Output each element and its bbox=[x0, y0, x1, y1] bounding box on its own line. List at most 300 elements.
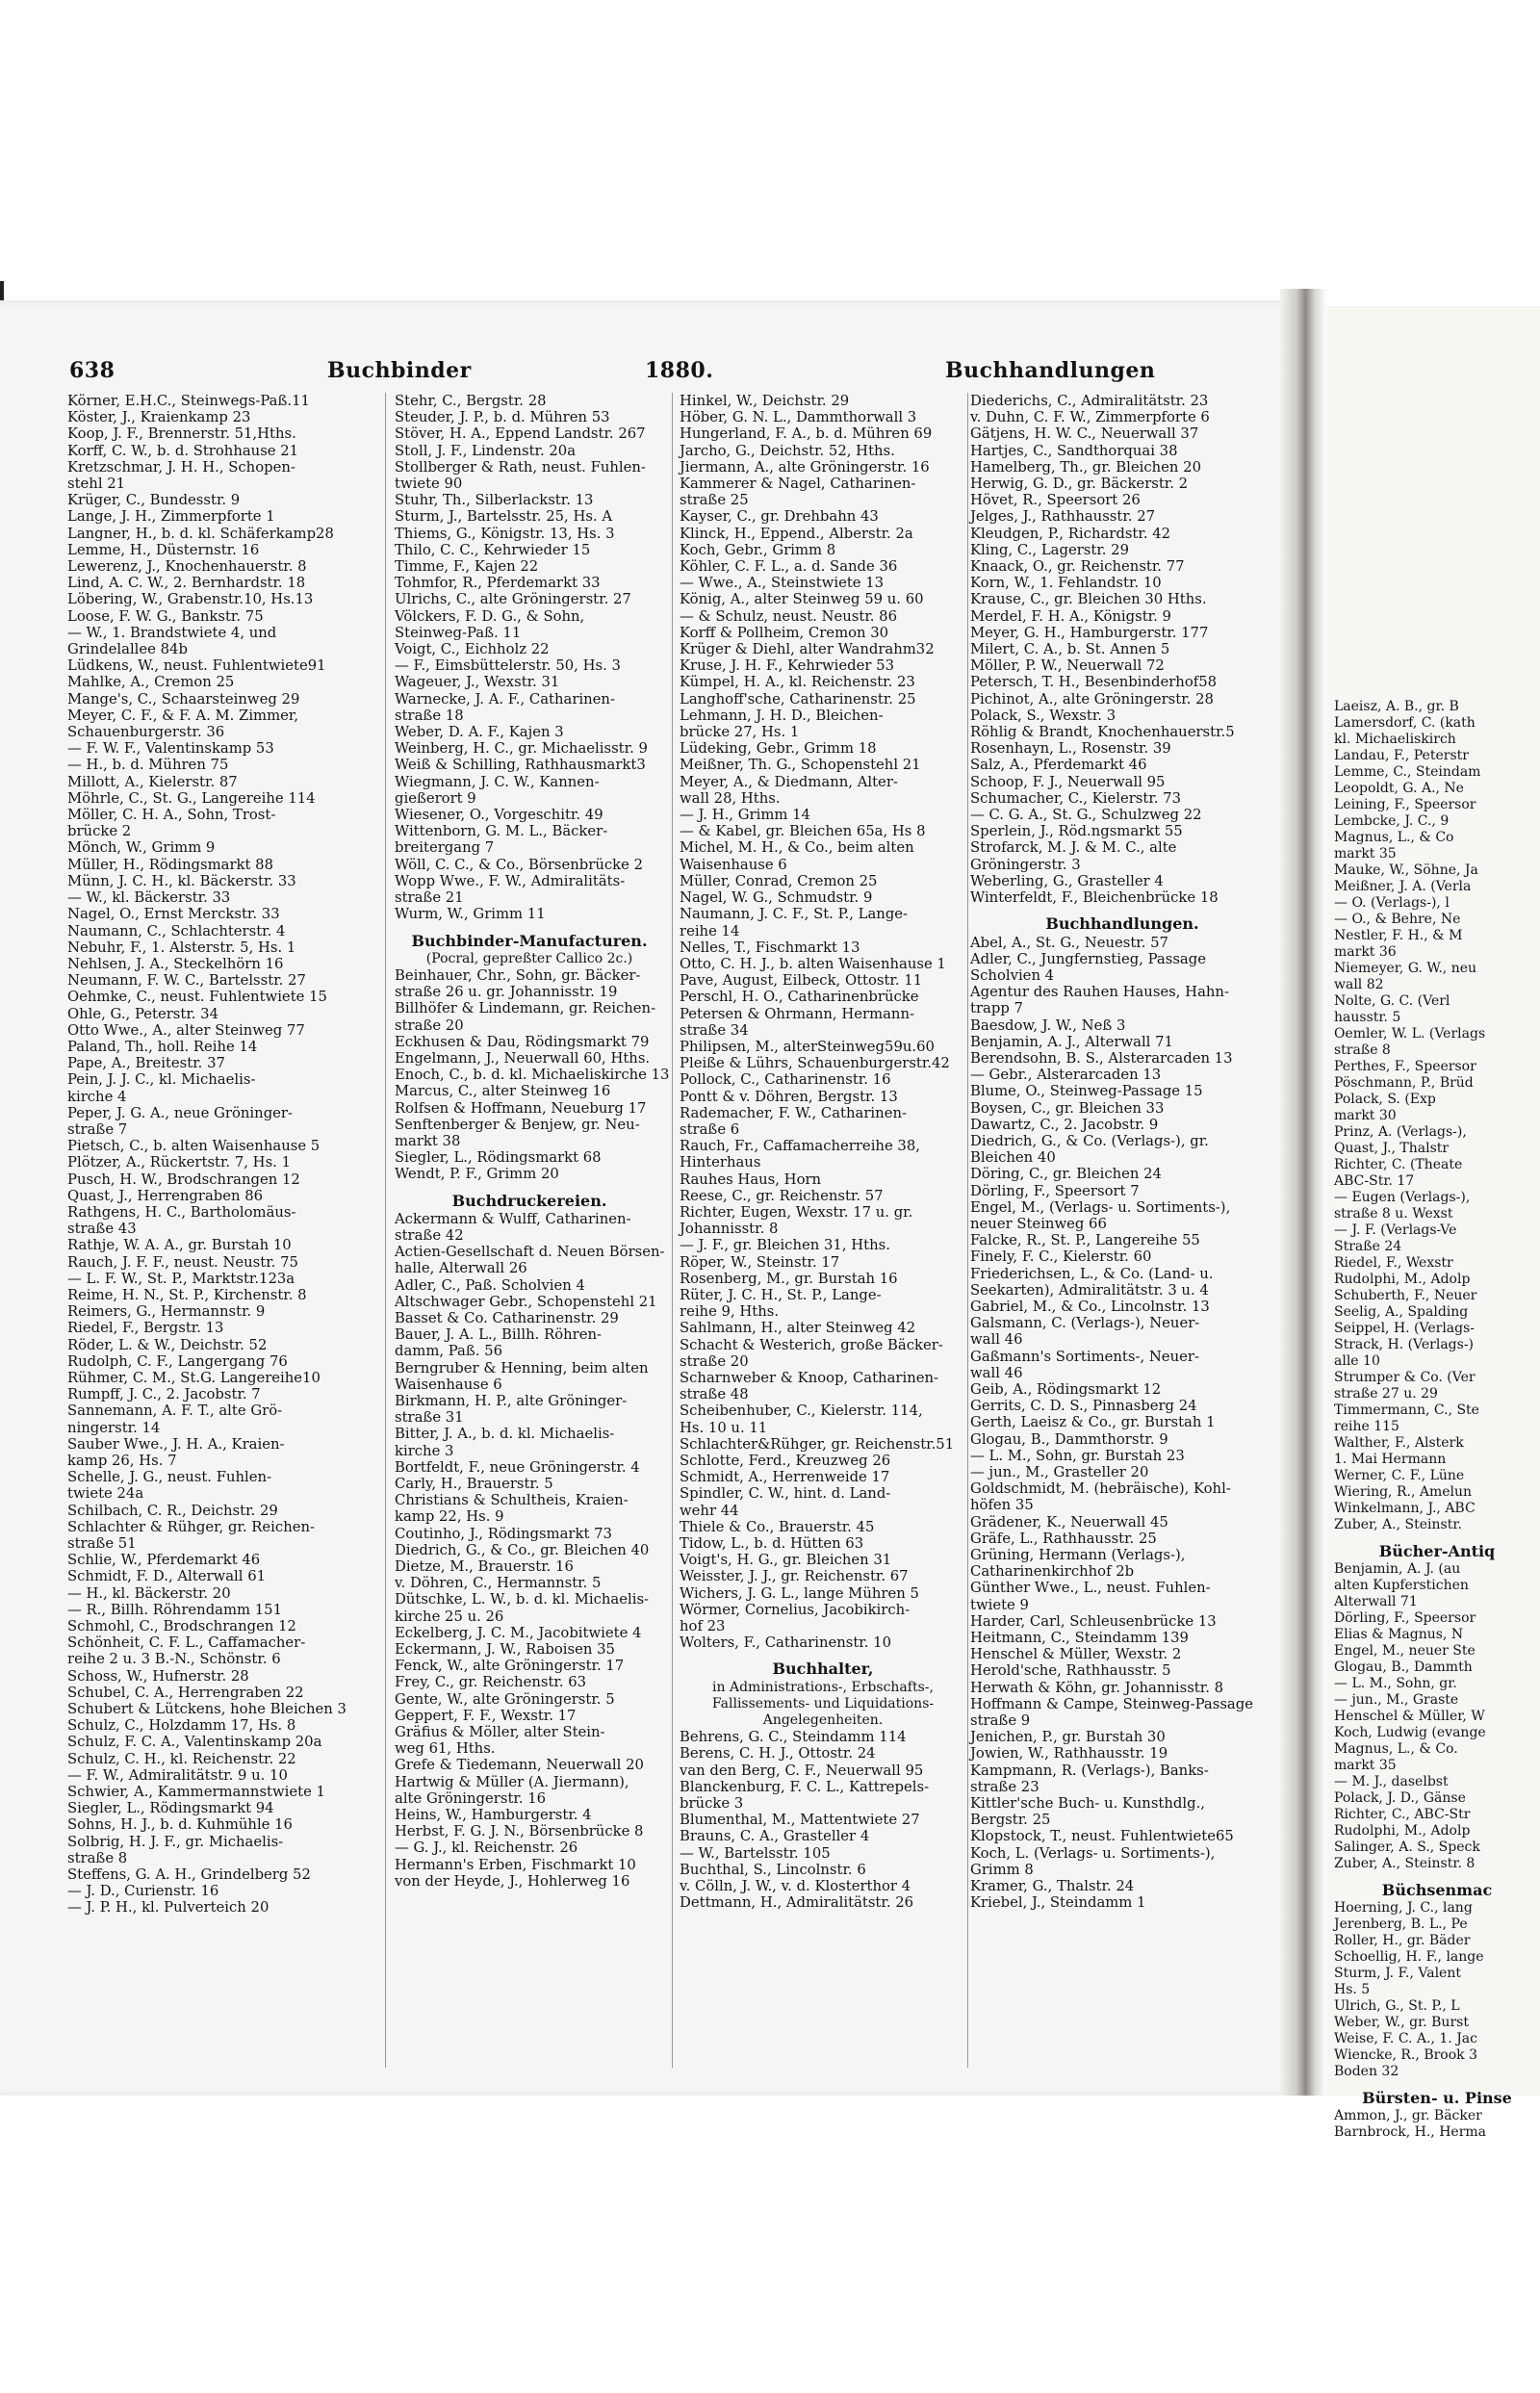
directory-entry: Pave, August, Eilbeck, Ottostr. 11 bbox=[680, 972, 923, 990]
directory-entry: Walther, F., Alsterk bbox=[1334, 1435, 1464, 1451]
directory-entry: Günther Wwe., L., neust. Fuhlen- bbox=[970, 1580, 1211, 1597]
directory-entry: Schlie, W., Pferdemarkt 46 bbox=[67, 1552, 261, 1569]
directory-entry: hof 23 bbox=[680, 1618, 726, 1635]
directory-entry: Fenck, W., alte Gröningerstr. 17 bbox=[395, 1658, 625, 1675]
directory-entry: Schlachter & Rühger, gr. Reichen- bbox=[67, 1518, 316, 1535]
directory-entry: König, A., alter Steinweg 59 u. 60 bbox=[680, 591, 924, 608]
directory-entry: — L. M., Sohn, gr. Burstah 23 bbox=[970, 1447, 1185, 1464]
directory-entry: Korn, W., 1. Fehlandstr. 10 bbox=[970, 575, 1162, 592]
directory-entry: brücke 3 bbox=[680, 1795, 744, 1813]
directory-entry: Hamelberg, Th., gr. Bleichen 20 bbox=[970, 458, 1201, 476]
directory-entry: Laeisz, A. B., gr. B bbox=[1334, 699, 1459, 714]
directory-entry: markt 30 bbox=[1334, 1108, 1397, 1123]
directory-entry: Röder, L. & W., Deichstr. 52 bbox=[67, 1336, 268, 1353]
directory-entry: straße 9 bbox=[970, 1712, 1031, 1730]
directory-entry: Jerenberg, B. L., Pe bbox=[1334, 1917, 1468, 1932]
directory-entry: v. Duhn, C. F. W., Zimmerpforte 6 bbox=[970, 409, 1210, 426]
directory-entry: Perschl, H. O., Catharinenbrücke bbox=[680, 989, 919, 1006]
directory-entry: Ulrich, G., St. P., L bbox=[1334, 1998, 1460, 2014]
column-1 bbox=[67, 393, 377, 2087]
directory-entry: Lehmann, J. H. D., Bleichen- bbox=[680, 707, 884, 724]
directory-entry: Weinberg, H. C., gr. Michaelisstr. 9 bbox=[395, 740, 648, 758]
directory-entry: Nestler, F. H., & M bbox=[1334, 928, 1463, 943]
directory-entry: Harder, Carl, Schleusenbrücke 13 bbox=[970, 1612, 1217, 1630]
directory-entry: Eckelberg, J. C. M., Jacobitwiete 4 bbox=[395, 1624, 642, 1641]
section-heading: Bürsten- u. Pinse bbox=[1362, 2089, 1512, 2107]
directory-entry: Steinweg-Paß. 11 bbox=[395, 624, 522, 641]
directory-entry: Pontt & v. Döhren, Bergstr. 13 bbox=[680, 1088, 898, 1105]
directory-entry: Meißner, J. A. (Verla bbox=[1334, 879, 1472, 894]
directory-entry: Perthes, F., Speersor bbox=[1334, 1059, 1476, 1074]
directory-entry: Steffens, G. A. H., Grindelberg 52 bbox=[67, 1866, 311, 1884]
directory-entry: straße 20 bbox=[395, 1016, 464, 1034]
directory-entry: Grefe & Tiedemann, Neuerwall 20 bbox=[395, 1757, 644, 1774]
directory-entry: Finely, F. C., Kielerstr. 60 bbox=[970, 1248, 1152, 1266]
directory-entry: Peper, J. G. A., neue Gröninger- bbox=[67, 1104, 293, 1121]
directory-entry: Lüdkens, W., neust. Fuhlentwiete91 bbox=[67, 657, 326, 675]
directory-entry: Reese, C., gr. Reichenstr. 57 bbox=[680, 1187, 884, 1204]
section-subheading: (Pocral, gepreßter Callico 2c.) bbox=[425, 950, 633, 966]
directory-entry: Jowien, W., Rathhausstr. 19 bbox=[970, 1745, 1168, 1763]
directory-entry: Beinhauer, Chr., Sohn, gr. Bäcker- bbox=[395, 966, 641, 984]
directory-entry: Stoll, J. F., Lindenstr. 20a bbox=[395, 442, 577, 459]
directory-entry: Stöver, H. A., Eppend Landstr. 267 bbox=[395, 425, 646, 443]
directory-entry: Kretzschmar, J. H. H., Schopen- bbox=[67, 458, 295, 476]
directory-entry: Sohns, H. J., b. d. Kuhmühle 16 bbox=[67, 1816, 293, 1834]
directory-entry: Meißner, Th. G., Schopenstehl 21 bbox=[680, 757, 921, 774]
directory-entry: Friederichsen, L., & Co. (Land- u. bbox=[970, 1265, 1214, 1282]
directory-entry: Stehr, C., Bergstr. 28 bbox=[395, 393, 547, 409]
directory-entry: Zuber, A., Steinstr. 8 bbox=[1334, 1856, 1476, 1871]
directory-entry: Münn, J. C. H., kl. Bäckerstr. 33 bbox=[67, 872, 296, 889]
directory-entry: höfen 35 bbox=[970, 1497, 1034, 1514]
directory-entry: Plötzer, A., Rückertstr. 7, Hs. 1 bbox=[67, 1154, 291, 1171]
directory-entry: Seekarten), Admiralitätstr. 3 u. 4 bbox=[970, 1281, 1209, 1299]
directory-entry: Berngruber & Henning, beim alten bbox=[395, 1359, 649, 1377]
directory-entry: Waisenhause 6 bbox=[395, 1376, 502, 1393]
directory-entry: Thiele & Co., Brauerstr. 45 bbox=[680, 1518, 875, 1535]
directory-entry: Krüger, C., Bundesstr. 9 bbox=[67, 492, 241, 509]
directory-entry: Lemme, C., Steindam bbox=[1334, 764, 1481, 780]
directory-entry: Leopoldt, G. A., Ne bbox=[1334, 781, 1464, 796]
directory-entry: Pleiße & Lührs, Schauenburgerstr.42 bbox=[680, 1055, 950, 1072]
directory-entry: kamp 26, Hs. 7 bbox=[67, 1453, 177, 1469]
directory-entry: Werner, C. F., Lüne bbox=[1334, 1468, 1465, 1483]
directory-entry: — F., Eimsbüttelerstr. 50, Hs. 3 bbox=[395, 657, 621, 675]
directory-entry: gießerort 9 bbox=[395, 789, 476, 807]
directory-entry: brücke 27, Hs. 1 bbox=[680, 724, 800, 741]
directory-entry: breitergang 7 bbox=[395, 839, 495, 857]
directory-entry: Timme, F., Kajen 22 bbox=[395, 558, 539, 576]
directory-entry: — H., kl. Bäckerstr. 20 bbox=[67, 1584, 231, 1602]
directory-entry: Straße 24 bbox=[1334, 1239, 1402, 1254]
directory-entry: Korff, C. W., b. d. Strohhause 21 bbox=[67, 442, 299, 459]
directory-entry: Warnecke, J. A. F., Catharinen- bbox=[395, 690, 615, 708]
directory-entry: twiete 9 bbox=[970, 1596, 1029, 1613]
directory-entry: Schlotte, Ferd., Kreuzweg 26 bbox=[680, 1453, 891, 1469]
directory-entry: straße 21 bbox=[395, 889, 464, 907]
directory-entry: Richter, C., ABC-Str bbox=[1334, 1807, 1471, 1822]
directory-entry: straße 34 bbox=[680, 1021, 749, 1039]
directory-entry: Kramer, G., Thalstr. 24 bbox=[970, 1878, 1135, 1895]
directory-entry: Bortfeldt, F., neue Gröningerstr. 4 bbox=[395, 1458, 640, 1476]
directory-entry: Boysen, C., gr. Bleichen 33 bbox=[970, 1099, 1165, 1117]
directory-entry: Gerrits, C. D. S., Pinnasberg 24 bbox=[970, 1398, 1197, 1415]
directory-entry: Bleichen 40 bbox=[970, 1149, 1056, 1167]
directory-entry: Rüter, J. C. H., St. P., Lange- bbox=[680, 1286, 882, 1303]
column-3 bbox=[680, 393, 966, 2087]
directory-entry: Schmidt, F. D., Alterwall 61 bbox=[67, 1568, 267, 1585]
directory-entry: Gabriel, M., & Co., Lincolnstr. 13 bbox=[970, 1298, 1210, 1315]
directory-entry: Rathgens, H. C., Bartholomäus- bbox=[67, 1203, 296, 1221]
directory-entry: Lüdeking, Gebr., Grimm 18 bbox=[680, 740, 877, 758]
directory-entry: Pusch, H. W., Brodschrangen 12 bbox=[67, 1171, 300, 1188]
directory-entry: Meyer, C. F., & F. A. M. Zimmer, bbox=[67, 707, 299, 724]
directory-entry: reihe 14 bbox=[680, 922, 740, 939]
directory-entry: Otto Wwe., A., alter Steinweg 77 bbox=[67, 1021, 305, 1039]
directory-entry: straße 8 bbox=[1334, 1042, 1391, 1058]
directory-entry: — J. D., Curienstr. 16 bbox=[67, 1883, 219, 1900]
directory-entry: — G. J., kl. Reichenstr. 26 bbox=[395, 1840, 578, 1857]
directory-entry: Rudolphi, M., Adolp bbox=[1334, 1272, 1471, 1287]
directory-entry: Prinz, A. (Verlags-), bbox=[1334, 1124, 1467, 1140]
directory-entry: alte Gröningerstr. 16 bbox=[395, 1789, 547, 1807]
directory-entry: Engelmann, J., Neuerwall 60, Hths. bbox=[395, 1049, 651, 1067]
directory-entry: Jarcho, G., Deichstr. 52, Hths. bbox=[680, 442, 895, 459]
directory-entry: Döring, C., gr. Bleichen 24 bbox=[970, 1166, 1162, 1183]
directory-entry: Gerth, Laeisz & Co., gr. Burstah 1 bbox=[970, 1414, 1216, 1431]
directory-entry: Herbst, F. G. J. N., Börsenbrücke 8 bbox=[395, 1823, 644, 1840]
directory-entry: weg 61, Hths. bbox=[395, 1740, 496, 1758]
directory-entry: Langner, H., b. d. kl. Schäferkamp28 bbox=[67, 525, 334, 542]
directory-entry: — jun., M., Grasteller 20 bbox=[970, 1464, 1149, 1480]
directory-entry: Millott, A., Kielerstr. 87 bbox=[67, 773, 238, 790]
section-subheading: Fallissements- und Liquidations- bbox=[711, 1695, 935, 1711]
column-2 bbox=[395, 393, 670, 2087]
section-heading: Buchbinder-Manufacturen. bbox=[411, 931, 648, 950]
directory-entry: Sauber Wwe., J. H. A., Kraien- bbox=[67, 1435, 285, 1453]
directory-entry: Richter, Eugen, Wexstr. 17 u. gr. bbox=[680, 1203, 913, 1221]
directory-entry: — W., Bartelsstr. 105 bbox=[680, 1844, 831, 1862]
directory-entry: Lewerenz, J., Knochenhauerstr. 8 bbox=[67, 558, 307, 576]
directory-entry: Meyer, A., & Diedmann, Alter- bbox=[680, 773, 898, 790]
column-divider bbox=[672, 393, 673, 2068]
directory-entry: Gräfius & Möller, alter Stein- bbox=[395, 1724, 605, 1741]
directory-entry: Pietsch, C., b. alten Waisenhause 5 bbox=[67, 1138, 321, 1155]
directory-entry: Carly, H., Brauerstr. 5 bbox=[395, 1476, 553, 1492]
directory-entry: wall 46 bbox=[970, 1331, 1023, 1349]
directory-entry: Marcus, C., alter Steinweg 16 bbox=[395, 1083, 611, 1100]
directory-entry: Henschel & Müller, W bbox=[1334, 1709, 1485, 1724]
directory-entry: Goldschmidt, M. (hebräische), Kohl- bbox=[970, 1480, 1231, 1498]
directory-entry: — J. P. H., kl. Pulverteich 20 bbox=[67, 1899, 270, 1917]
directory-entry: Blanckenburg, F. C. L., Kattrepels- bbox=[680, 1778, 930, 1795]
directory-entry: Voigt, C., Eichholz 22 bbox=[395, 641, 550, 658]
directory-entry: Magnus, L., & Co bbox=[1334, 830, 1454, 845]
directory-entry: Petersen & Ohrmann, Hermann- bbox=[680, 1005, 914, 1022]
directory-entry: Rosenberg, M., gr. Burstah 16 bbox=[680, 1270, 898, 1287]
directory-entry: Benjamin, A. J. (au bbox=[1334, 1561, 1461, 1577]
directory-entry: Reime, H. N., St. P., Kirchenstr. 8 bbox=[67, 1286, 307, 1303]
directory-entry: Johannisstr. 8 bbox=[680, 1221, 779, 1238]
directory-entry: Möller, C. H. A., Sohn, Trost- bbox=[67, 807, 276, 824]
directory-entry: Müller, H., Rödingsmarkt 88 bbox=[67, 856, 273, 873]
directory-entry: Kriebel, J., Steindamm 1 bbox=[970, 1894, 1146, 1912]
directory-entry: Pein, J. J. C., kl. Michaelis- bbox=[67, 1071, 256, 1089]
directory-entry: Milert, C. A., b. St. Annen 5 bbox=[970, 641, 1170, 658]
directory-entry: Oemler, W. L. (Verlags bbox=[1334, 1026, 1486, 1042]
column-4 bbox=[970, 393, 1274, 2087]
directory-entry: Herwig, G. D., gr. Bäckerstr. 2 bbox=[970, 476, 1189, 493]
section-subheading: in Administrations-, Erbschafts-, bbox=[712, 1679, 934, 1695]
directory-entry: Jelges, J., Rathhausstr. 27 bbox=[970, 508, 1156, 526]
directory-entry: Geib, A., Rödingsmarkt 12 bbox=[970, 1380, 1162, 1398]
directory-entry: Knaack, O., gr. Reichenstr. 77 bbox=[970, 558, 1185, 576]
directory-entry: Zuber, A., Steinstr. bbox=[1334, 1517, 1462, 1532]
directory-entry: Heins, W., Hamburgerstr. 4 bbox=[395, 1807, 592, 1824]
directory-entry: Bitter, J. A., b. d. kl. Michaelis- bbox=[395, 1426, 615, 1443]
header-year: 1880. bbox=[645, 358, 714, 383]
directory-entry: — Eugen (Verlags-), bbox=[1334, 1190, 1471, 1205]
directory-entry: Quast, J., Thalstr bbox=[1334, 1141, 1450, 1156]
directory-entry: straße 51 bbox=[67, 1535, 137, 1553]
directory-entry: straße 42 bbox=[395, 1226, 464, 1244]
directory-entry: ABC-Str. 17 bbox=[1334, 1173, 1415, 1189]
directory-entry: Siegler, L., Rödingsmarkt 68 bbox=[395, 1149, 602, 1167]
directory-entry: — J. F., gr. Bleichen 31, Hths. bbox=[680, 1237, 890, 1254]
directory-entry: Röper, W., Steinstr. 17 bbox=[680, 1253, 840, 1271]
directory-entry: Scharnweber & Knoop, Catharinen- bbox=[680, 1369, 939, 1386]
directory-entry: Sahlmann, H., alter Steinweg 42 bbox=[680, 1320, 916, 1337]
directory-entry: — C. G. A., St. G., Schulzweg 22 bbox=[970, 807, 1202, 824]
directory-entry: Christians & Schultheis, Kraien- bbox=[395, 1492, 629, 1509]
directory-entry: Naumann, C., Schlachterstr. 4 bbox=[67, 922, 286, 939]
directory-entry: Tohmfor, R., Pferdemarkt 33 bbox=[395, 575, 601, 592]
directory-entry: Richter, C. (Theate bbox=[1334, 1157, 1463, 1172]
directory-entry: Siegler, L., Rödingsmarkt 94 bbox=[67, 1800, 274, 1817]
directory-entry: Roller, H., gr. Bäder bbox=[1334, 1933, 1471, 1948]
page-number: 638 bbox=[69, 358, 116, 383]
directory-entry: Lange, J. H., Zimmerpforte 1 bbox=[67, 508, 275, 526]
directory-entry: Polack, S. (Exp bbox=[1334, 1092, 1436, 1107]
directory-entry: hausstr. 5 bbox=[1334, 1010, 1401, 1025]
directory-entry: straße 6 bbox=[680, 1120, 740, 1138]
directory-entry: Dettmann, H., Admiralitätstr. 26 bbox=[680, 1894, 914, 1912]
directory-entry: Kampmann, R. (Verlags-), Banks- bbox=[970, 1762, 1209, 1779]
directory-entry: Dörling, F., Speersort 7 bbox=[970, 1182, 1140, 1199]
directory-entry: Körner, E.H.C., Steinwegs-Paß.11 bbox=[67, 393, 310, 409]
directory-entry: brücke 2 bbox=[67, 823, 132, 840]
directory-entry: Wörmer, Cornelius, Jacobikirch- bbox=[680, 1601, 911, 1618]
directory-entry: Wittenborn, G. M. L., Bäcker- bbox=[395, 823, 608, 840]
directory-entry: Spindler, C. W., hint. d. Land- bbox=[680, 1485, 891, 1503]
directory-entry: Grüning, Hermann (Verlags-), bbox=[970, 1547, 1186, 1564]
directory-entry: Krüger & Diehl, alter Wandrahm32 bbox=[680, 641, 935, 658]
directory-entry: — L. F. W., St. P., Marktstr.123a bbox=[67, 1270, 295, 1287]
directory-entry: Petersch, T. H., Besenbinderhof58 bbox=[970, 674, 1218, 691]
directory-entry: Pollock, C., Catharinenstr. 16 bbox=[680, 1071, 891, 1089]
directory-entry: Nehlsen, J. A., Steckelhörn 16 bbox=[67, 955, 284, 972]
directory-entry: Weber, D. A. F., Kajen 3 bbox=[395, 724, 564, 741]
directory-entry: Rademacher, F. W., Catharinen- bbox=[680, 1104, 907, 1121]
directory-entry: Birkmann, H. P., alte Gröninger- bbox=[395, 1392, 628, 1409]
directory-entry: — F. W. F., Valentinskamp 53 bbox=[67, 740, 274, 758]
directory-entry: — R., Billh. Röhrendamm 151 bbox=[67, 1601, 283, 1618]
directory-entry: Schönheit, C. F. L., Caffamacher- bbox=[67, 1634, 306, 1652]
directory-entry: Weberling, G., Grasteller 4 bbox=[970, 872, 1164, 889]
directory-entry: Hövet, R., Speersort 26 bbox=[970, 492, 1141, 509]
directory-entry: Thilo, C. C., Kehrwieder 15 bbox=[395, 541, 591, 558]
directory-entry: Engel, M., neuer Ste bbox=[1334, 1643, 1476, 1659]
directory-entry: Mange's, C., Schaarsteinweg 29 bbox=[67, 690, 300, 708]
directory-entry: Schoop, F. J., Neuerwall 95 bbox=[970, 773, 1166, 790]
directory-entry: Rauch, Fr., Caffamacherreihe 38, bbox=[680, 1138, 920, 1155]
directory-entry: Sannemann, A. F. T., alte Grö- bbox=[67, 1402, 283, 1420]
directory-entry: Sturm, J., Bartelsstr. 25, Hs. A bbox=[395, 508, 613, 526]
directory-entry: Basset & Co. Catharinenstr. 29 bbox=[395, 1309, 619, 1326]
directory-entry: markt 38 bbox=[395, 1132, 461, 1149]
directory-entry: Lemme, H., Düsternstr. 16 bbox=[67, 541, 260, 558]
facing-page-column bbox=[1334, 699, 1540, 2393]
directory-entry: Köhler, C. F. L., a. d. Sande 36 bbox=[680, 558, 898, 576]
directory-entry: Billhöfer & Lindemann, gr. Reichen- bbox=[395, 1000, 656, 1017]
directory-entry: Wiesener, O., Vorgeschitr. 49 bbox=[395, 807, 603, 824]
directory-entry: Seelig, A., Spalding bbox=[1334, 1304, 1469, 1320]
directory-entry: Merdel, F. H. A., Königstr. 9 bbox=[970, 607, 1171, 625]
directory-entry: markt 35 bbox=[1334, 1758, 1397, 1773]
directory-entry: Wopp Wwe., F. W., Admiralitäts- bbox=[395, 872, 626, 889]
directory-entry: — Gebr., Alsterarcaden 13 bbox=[970, 1067, 1162, 1084]
section-heading: Buchdruckereien. bbox=[451, 1191, 607, 1210]
directory-entry: Voigt's, H. G., gr. Bleichen 31 bbox=[680, 1552, 892, 1569]
directory-entry: — J. F. (Verlags-Ve bbox=[1334, 1222, 1457, 1238]
directory-entry: — Wwe., A., Steinstwiete 13 bbox=[680, 575, 885, 592]
directory-entry: Hungerland, F. A., b. d. Mühren 69 bbox=[680, 425, 933, 443]
directory-entry: Kleudgen, P., Richardstr. 42 bbox=[970, 525, 1171, 542]
directory-entry: Paland, Th., holl. Reihe 14 bbox=[67, 1038, 258, 1055]
directory-entry: Höber, G. N. L., Dammthorwall 3 bbox=[680, 409, 917, 426]
directory-entry: markt 36 bbox=[1334, 944, 1397, 960]
directory-entry: Altschwager Gebr., Schopenstehl 21 bbox=[395, 1293, 657, 1310]
directory-entry: Koop, J. F., Brennerstr. 51,Hths. bbox=[67, 425, 296, 443]
book-gutter bbox=[1280, 289, 1326, 2096]
directory-entry: Ulrichs, C., alte Gröningerstr. 27 bbox=[395, 591, 631, 608]
directory-entry: Schuberth, F., Neuer bbox=[1334, 1288, 1477, 1303]
directory-entry: Actien-Gesellschaft d. Neuen Börsen- bbox=[395, 1244, 665, 1261]
section-heading: Bücher-Antiq bbox=[1378, 1542, 1496, 1560]
directory-entry: Michel, M. H., & Co., beim alten bbox=[680, 839, 914, 857]
section-heading: Büchsenmac bbox=[1381, 1881, 1493, 1899]
directory-entry: Rolfsen & Hoffmann, Neueburg 17 bbox=[395, 1099, 647, 1117]
directory-entry: stehl 21 bbox=[67, 476, 126, 493]
directory-entry: Wiencke, R., Brook 3 bbox=[1334, 2047, 1478, 2063]
directory-entry: Landau, F., Peterstr bbox=[1334, 748, 1469, 763]
directory-entry: twiete 90 bbox=[395, 476, 463, 493]
directory-entry: Heitmann, C., Steindamm 139 bbox=[970, 1630, 1189, 1647]
directory-entry: Pichinot, A., alte Gröningerstr. 28 bbox=[970, 690, 1214, 708]
directory-entry: Weber, W., gr. Burst bbox=[1334, 2015, 1469, 2030]
directory-entry: Polack, S., Wexstr. 3 bbox=[970, 707, 1116, 724]
directory-entry: Mönch, W., Grimm 9 bbox=[67, 839, 216, 857]
directory-entry: Adler, C., Paß. Scholvien 4 bbox=[395, 1276, 585, 1294]
directory-entry: straße 8 u. Wexst bbox=[1334, 1206, 1453, 1222]
directory-entry: Tidow, L., b. d. Hütten 63 bbox=[680, 1535, 864, 1553]
directory-entry: — H., b. d. Mühren 75 bbox=[67, 757, 229, 774]
directory-entry: Schmohl, C., Brodschrangen 12 bbox=[67, 1618, 296, 1635]
directory-entry: Agentur des Rauhen Hauses, Hahn- bbox=[970, 984, 1229, 1001]
directory-entry: Riedel, F., Bergstr. 13 bbox=[67, 1320, 224, 1337]
directory-entry: Oehmke, C., neust. Fuhlentwiete 15 bbox=[67, 989, 327, 1006]
directory-entry: Grindelallee 84b bbox=[67, 641, 188, 658]
directory-entry: Winterfeldt, F., Bleichenbrücke 18 bbox=[970, 889, 1219, 907]
directory-entry: Hermann's Erben, Fischmarkt 10 bbox=[395, 1856, 636, 1873]
directory-entry: Wageuer, J., Wexstr. 31 bbox=[395, 674, 560, 691]
directory-entry: Henschel & Müller, Wexstr. 2 bbox=[970, 1646, 1182, 1663]
directory-entry: Stuhr, Th., Silberlackstr. 13 bbox=[395, 492, 594, 509]
directory-entry: Kruse, J. H. F., Kehrwieder 53 bbox=[680, 657, 894, 675]
directory-entry: Schoss, W., Hufnerstr. 28 bbox=[67, 1667, 249, 1685]
directory-entry: 1. Mai Hermann bbox=[1334, 1452, 1447, 1467]
directory-entry: Grimm 8 bbox=[970, 1861, 1034, 1878]
directory-entry: Schulz, F. C. A., Valentinskamp 20a bbox=[67, 1734, 322, 1751]
directory-entry: Rühmer, C. M., St.G. Langereihe10 bbox=[67, 1369, 321, 1386]
directory-entry: Sturm, J. F., Valent bbox=[1334, 1966, 1461, 1981]
directory-entry: Weise, F. C. A., 1. Jac bbox=[1334, 2031, 1477, 2046]
directory-entry: Senftenberger & Benjew, gr. Neu- bbox=[395, 1116, 640, 1133]
directory-entry: Nolte, G. C. (Verl bbox=[1334, 993, 1450, 1009]
directory-entry: Köster, J., Kraienkamp 23 bbox=[67, 409, 251, 426]
directory-entry: Dawartz, C., 2. Jacobstr. 9 bbox=[970, 1116, 1159, 1133]
directory-entry: Behrens, G. C., Steindamm 114 bbox=[680, 1729, 907, 1746]
directory-entry: Geppert, F. F., Wexstr. 17 bbox=[395, 1707, 577, 1724]
directory-entry: Gaßmann's Sortiments-, Neuer- bbox=[970, 1348, 1199, 1365]
directory-entry: kirche 4 bbox=[67, 1088, 127, 1105]
directory-entry: Eckermann, J. W., Raboisen 35 bbox=[395, 1641, 615, 1659]
directory-entry: straße 48 bbox=[680, 1386, 749, 1403]
directory-entry: Glogau, B., Dammthorstr. 9 bbox=[970, 1430, 1168, 1448]
directory-entry: Engel, M., (Verlags- u. Sortiments-), bbox=[970, 1198, 1231, 1216]
directory-entry: Schulz, C., Holzdamm 17, Hs. 8 bbox=[67, 1717, 296, 1735]
directory-entry: Löbering, W., Grabenstr.10, Hs.13 bbox=[67, 591, 314, 608]
directory-entry: reihe 2 u. 3 B.-N., Schönstr. 6 bbox=[67, 1651, 281, 1668]
directory-entry: — & Kabel, gr. Bleichen 65a, Hs 8 bbox=[680, 823, 926, 840]
directory-entry: Solbrig, H. J. F., gr. Michaelis- bbox=[67, 1833, 284, 1850]
directory-entry: Catharinenkirchhof 2b bbox=[970, 1563, 1135, 1581]
directory-entry: Otto, C. H. J., b. alten Waisenhause 1 bbox=[680, 955, 946, 972]
directory-entry: Riedel, F., Wexstr bbox=[1334, 1255, 1453, 1271]
directory-entry: Möhrle, C., St. G., Langereihe 114 bbox=[67, 789, 316, 807]
directory-entry: Mahlke, A., Cremon 25 bbox=[67, 674, 235, 691]
directory-entry: Alterwall 71 bbox=[1334, 1594, 1418, 1609]
directory-entry: — & Schulz, neust. Neustr. 86 bbox=[680, 607, 898, 625]
directory-entry: von der Heyde, J., Hohlerweg 16 bbox=[395, 1872, 630, 1890]
directory-entry: Salinger, A. S., Speck bbox=[1334, 1840, 1480, 1855]
directory-entry: Wendt, P. F., Grimm 20 bbox=[395, 1166, 559, 1183]
directory-entry: Hoerning, J. C., lang bbox=[1334, 1900, 1473, 1916]
directory-entry: Weisster, J. J., gr. Reichenstr. 67 bbox=[680, 1568, 909, 1585]
directory-entry: halle, Alterwall 26 bbox=[395, 1260, 527, 1277]
directory-entry: Gräfe, L., Rathhausstr. 25 bbox=[970, 1530, 1157, 1547]
directory-entry: Magnus, L., & Co. bbox=[1334, 1741, 1458, 1757]
directory-entry: — O. (Verlags-), l bbox=[1334, 895, 1450, 911]
directory-entry: Gätjens, H. W. C., Neuerwall 37 bbox=[970, 425, 1199, 443]
directory-entry: Winkelmann, J., ABC bbox=[1334, 1501, 1476, 1516]
directory-entry: van den Berg, C. F., Neuerwall 95 bbox=[680, 1762, 924, 1779]
directory-entry: Sperlein, J., Röd.ngsmarkt 55 bbox=[970, 823, 1183, 840]
page-header bbox=[69, 358, 1272, 389]
directory-entry: Blume, O., Steinweg-Passage 15 bbox=[970, 1083, 1203, 1100]
directory-entry: Steuder, J. P., b. d. Mühren 53 bbox=[395, 409, 610, 426]
